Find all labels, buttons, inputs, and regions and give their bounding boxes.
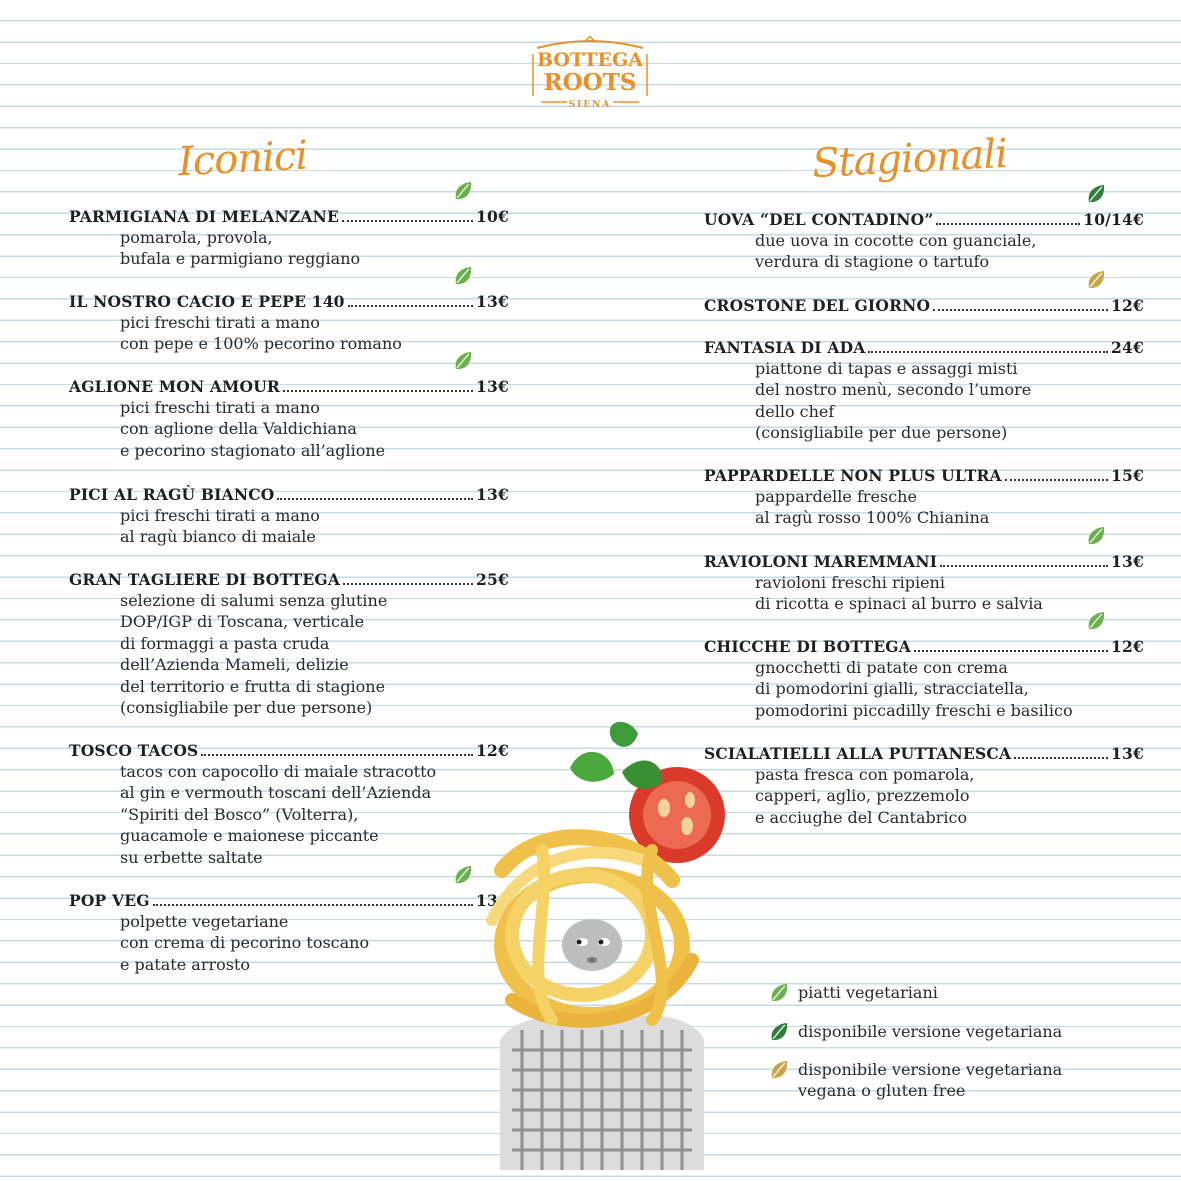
description-line: pappardelle fresche [755, 487, 917, 506]
description-line: pici freschi tirati a mano [120, 506, 320, 525]
description-line: pomodorini piccadilly freschi e basilico [755, 700, 1073, 720]
leaf-light-icon [452, 265, 474, 287]
description-line: con crema di pecorino toscano [120, 933, 370, 953]
menu-item-price: 13€ [476, 377, 509, 396]
menu-item-price: 12€ [1111, 296, 1144, 315]
dot-leader [933, 309, 1108, 311]
description-line: con aglione della Valdichiana [120, 419, 357, 439]
legend-line: disponibile versione vegetariana [798, 1060, 1063, 1079]
legend-row [768, 1021, 1062, 1043]
menu-item-name: IL NOSTRO CACIO E PEPE 140 [69, 292, 345, 311]
menu-item-description [755, 230, 1144, 273]
description-line: con pepe e 100% pecorino romano [120, 334, 402, 354]
menu-item-name: TOSCO TACOS [69, 741, 199, 760]
menu-item [69, 740, 509, 868]
logo-line3: SIENA [568, 100, 612, 110]
description-line: al ragù rosso 100% Chianina [755, 508, 990, 528]
legend-text [798, 1059, 1062, 1102]
description-line: al gin e vermouth toscani dell’Azienda [120, 783, 432, 803]
menu-item-header [69, 376, 509, 397]
leaf-gold-icon [1085, 269, 1107, 291]
description-line: pomarola, provola, [120, 228, 273, 247]
leaf-dark-icon [768, 1021, 790, 1043]
menu-item [704, 551, 1144, 615]
description-line: pici freschi tirati a mano [120, 313, 320, 332]
description-line: selezione di salumi senza glutine [120, 591, 388, 610]
description-line: piattone di tapas e assaggi misti [755, 359, 1018, 378]
menu-item-description [120, 911, 509, 975]
menu-item-header [69, 206, 509, 227]
description-line: dell’Azienda Mameli, delizie [120, 655, 349, 675]
menu-item-price: 24€ [1111, 338, 1144, 357]
menu-item-header [704, 743, 1144, 764]
menu-item-name: RAVIOLONI MAREMMANI [704, 552, 938, 571]
menu-item-price: 13€ [476, 891, 509, 910]
menu-item-name: POP VEG [69, 891, 150, 910]
description-line: di formaggi a pasta cruda [120, 633, 330, 653]
description-line: DOP/IGP di Toscana, verticale [120, 612, 365, 632]
logo-line1: BOTTEGA [536, 49, 644, 71]
basil-leaf [610, 722, 638, 747]
menu-item-description [120, 590, 509, 718]
description-line: tacos con capocollo di maiale stracotto [120, 762, 437, 781]
description-line: capperi, aglio, prezzemolo [755, 786, 970, 806]
dot-leader [201, 754, 473, 756]
menu-item-description [755, 572, 1144, 615]
dot-leader [343, 583, 473, 585]
description-line: ravioloni freschi ripieni [755, 573, 945, 592]
menu-item-price: 13€ [476, 292, 509, 311]
description-line: dello chef [755, 401, 835, 421]
dot-leader [868, 351, 1108, 353]
description-line: guacamole e maionese piccante [120, 826, 379, 846]
leaf-light-icon [1085, 525, 1107, 547]
leaf-gold-icon [768, 1059, 790, 1081]
dot-leader [348, 305, 473, 307]
menu-item-header [704, 337, 1144, 358]
dot-leader [940, 565, 1108, 567]
menu-item-name: AGLIONE MON AMOUR [69, 377, 281, 396]
menu-item-description [755, 358, 1144, 444]
menu-item [704, 209, 1144, 273]
description-line: di pomodorini gialli, stracciatella, [755, 679, 1029, 699]
logo-line2: ROOTS [543, 69, 637, 96]
legend-line: piatti vegetariani [798, 983, 938, 1002]
pasta-tomato-collage [482, 720, 732, 1170]
menu-item-name: PAPPARDELLE NON PLUS ULTRA [704, 466, 1002, 485]
menu-item-header [704, 636, 1144, 657]
leaf-light-icon [452, 180, 474, 202]
description-line: gnocchetti di patate con crema [755, 658, 1008, 677]
menu-item-name: FANTASIA DI ADA [704, 338, 866, 357]
menu-item-name: CHICCHE DI BOTTEGA [704, 637, 911, 656]
stagionali-title: Stagionali [810, 130, 1009, 188]
dot-leader [342, 220, 473, 222]
description-line: polpette vegetariane [120, 912, 289, 931]
menu-item-description [755, 657, 1144, 721]
dot-leader [1014, 757, 1108, 759]
menu-item-header [69, 740, 509, 761]
leaf-dark-icon [1085, 183, 1107, 205]
menu-item [704, 337, 1144, 444]
woman-face [562, 919, 622, 971]
menu-item-price: 15€ [1111, 466, 1144, 485]
menu-item [704, 465, 1144, 529]
menu-item-header [704, 551, 1144, 572]
description-line: pici freschi tirati a mano [120, 398, 320, 417]
menu-item-price: 12€ [476, 741, 509, 760]
menu-item-price: 10€ [476, 207, 509, 226]
menu-item-header [704, 209, 1144, 230]
menu-item-name: CROSTONE DEL GIORNO [704, 296, 931, 315]
menu-item-name: SCIALATIELLI ALLA PUTTANESCA [704, 744, 1012, 763]
logo-artwork [527, 36, 653, 114]
leaf-light-icon [1085, 610, 1107, 632]
dot-leader [914, 650, 1108, 652]
description-line: di ricotta e spinaci al burro e salvia [755, 594, 1043, 614]
menu-item-price: 13€ [476, 485, 509, 504]
menu-item-description [755, 764, 1144, 828]
menu-item-name: PARMIGIANA DI MELANZANE [69, 207, 340, 226]
menu-item-name: GRAN TAGLIERE DI BOTTEGA [69, 570, 341, 589]
menu-item-header [69, 291, 509, 312]
description-line: (consigliabile per due persone) [755, 423, 1008, 443]
description-line: bufala e parmigiano reggiano [120, 249, 361, 269]
menu-item [69, 291, 509, 355]
description-line: su erbette saltate [120, 847, 263, 867]
menu-item [704, 743, 1144, 828]
menu-item-description [120, 227, 509, 270]
description-line: (consigliabile per due persone) [120, 698, 373, 718]
menu-item [69, 376, 509, 461]
leaf-light-icon [452, 350, 474, 372]
menu-item [704, 295, 1144, 316]
legend-line: disponibile versione vegetariana [798, 1022, 1063, 1041]
menu-item [69, 890, 509, 975]
description-line: del nostro menù, secondo l’umore [755, 380, 1032, 400]
description-line: “Spiriti del Bosco” (Volterra), [120, 804, 359, 824]
menu-item-description [120, 312, 509, 355]
description-line: verdura di stagione o tartufo [755, 252, 990, 272]
legend-line: vegana o gluten free [798, 1081, 966, 1101]
legend-row [768, 982, 938, 1004]
menu-item [69, 569, 509, 718]
menu-item-price: 12€ [1111, 637, 1144, 656]
dot-leader [153, 904, 473, 906]
dot-leader [277, 498, 473, 500]
description-line: e pecorino stagionato all’aglione [120, 440, 386, 460]
dot-leader [283, 390, 473, 392]
leaf-light-icon [768, 982, 790, 1004]
menu-item-description [120, 505, 509, 548]
legend-text [798, 1021, 1062, 1042]
description-line: del territorio e frutta di stagione [120, 676, 386, 696]
menu-item-description [120, 397, 509, 461]
menu-item-header [704, 465, 1144, 486]
menu-item-price: 10/14€ [1083, 210, 1144, 229]
menu-item-description [755, 486, 1144, 529]
menu-item-price: 25€ [476, 570, 509, 589]
menu-item-header [69, 890, 509, 911]
menu-item-price: 13€ [1111, 744, 1144, 763]
menu-item [704, 636, 1144, 721]
description-line: e acciughe del Cantabrico [755, 807, 968, 827]
menu-item [69, 206, 509, 270]
description-line: e patate arrosto [120, 954, 251, 974]
menu-item-name: UOVA “DEL CONTADINO” [704, 210, 934, 229]
menu-item-name: PICI AL RAGÙ BIANCO [69, 485, 275, 504]
iconici-title: Iconici [176, 132, 309, 186]
dot-leader [936, 223, 1080, 225]
description-line: pasta fresca con pomarola, [755, 765, 975, 784]
leaf-light-icon [452, 864, 474, 886]
bottega-roots-logo [527, 36, 653, 114]
legend-row [768, 1059, 1062, 1102]
legend-text [798, 982, 938, 1003]
menu-item-header [704, 295, 1144, 316]
menu-item-price: 13€ [1111, 552, 1144, 571]
dot-leader [1005, 479, 1108, 481]
menu-item-description [120, 761, 509, 868]
description-line: al ragù bianco di maiale [120, 527, 316, 547]
description-line: due uova in cocotte con guanciale, [755, 231, 1037, 250]
menu-item [69, 484, 509, 548]
menu-item-header [69, 484, 509, 505]
menu-item-header [69, 569, 509, 590]
